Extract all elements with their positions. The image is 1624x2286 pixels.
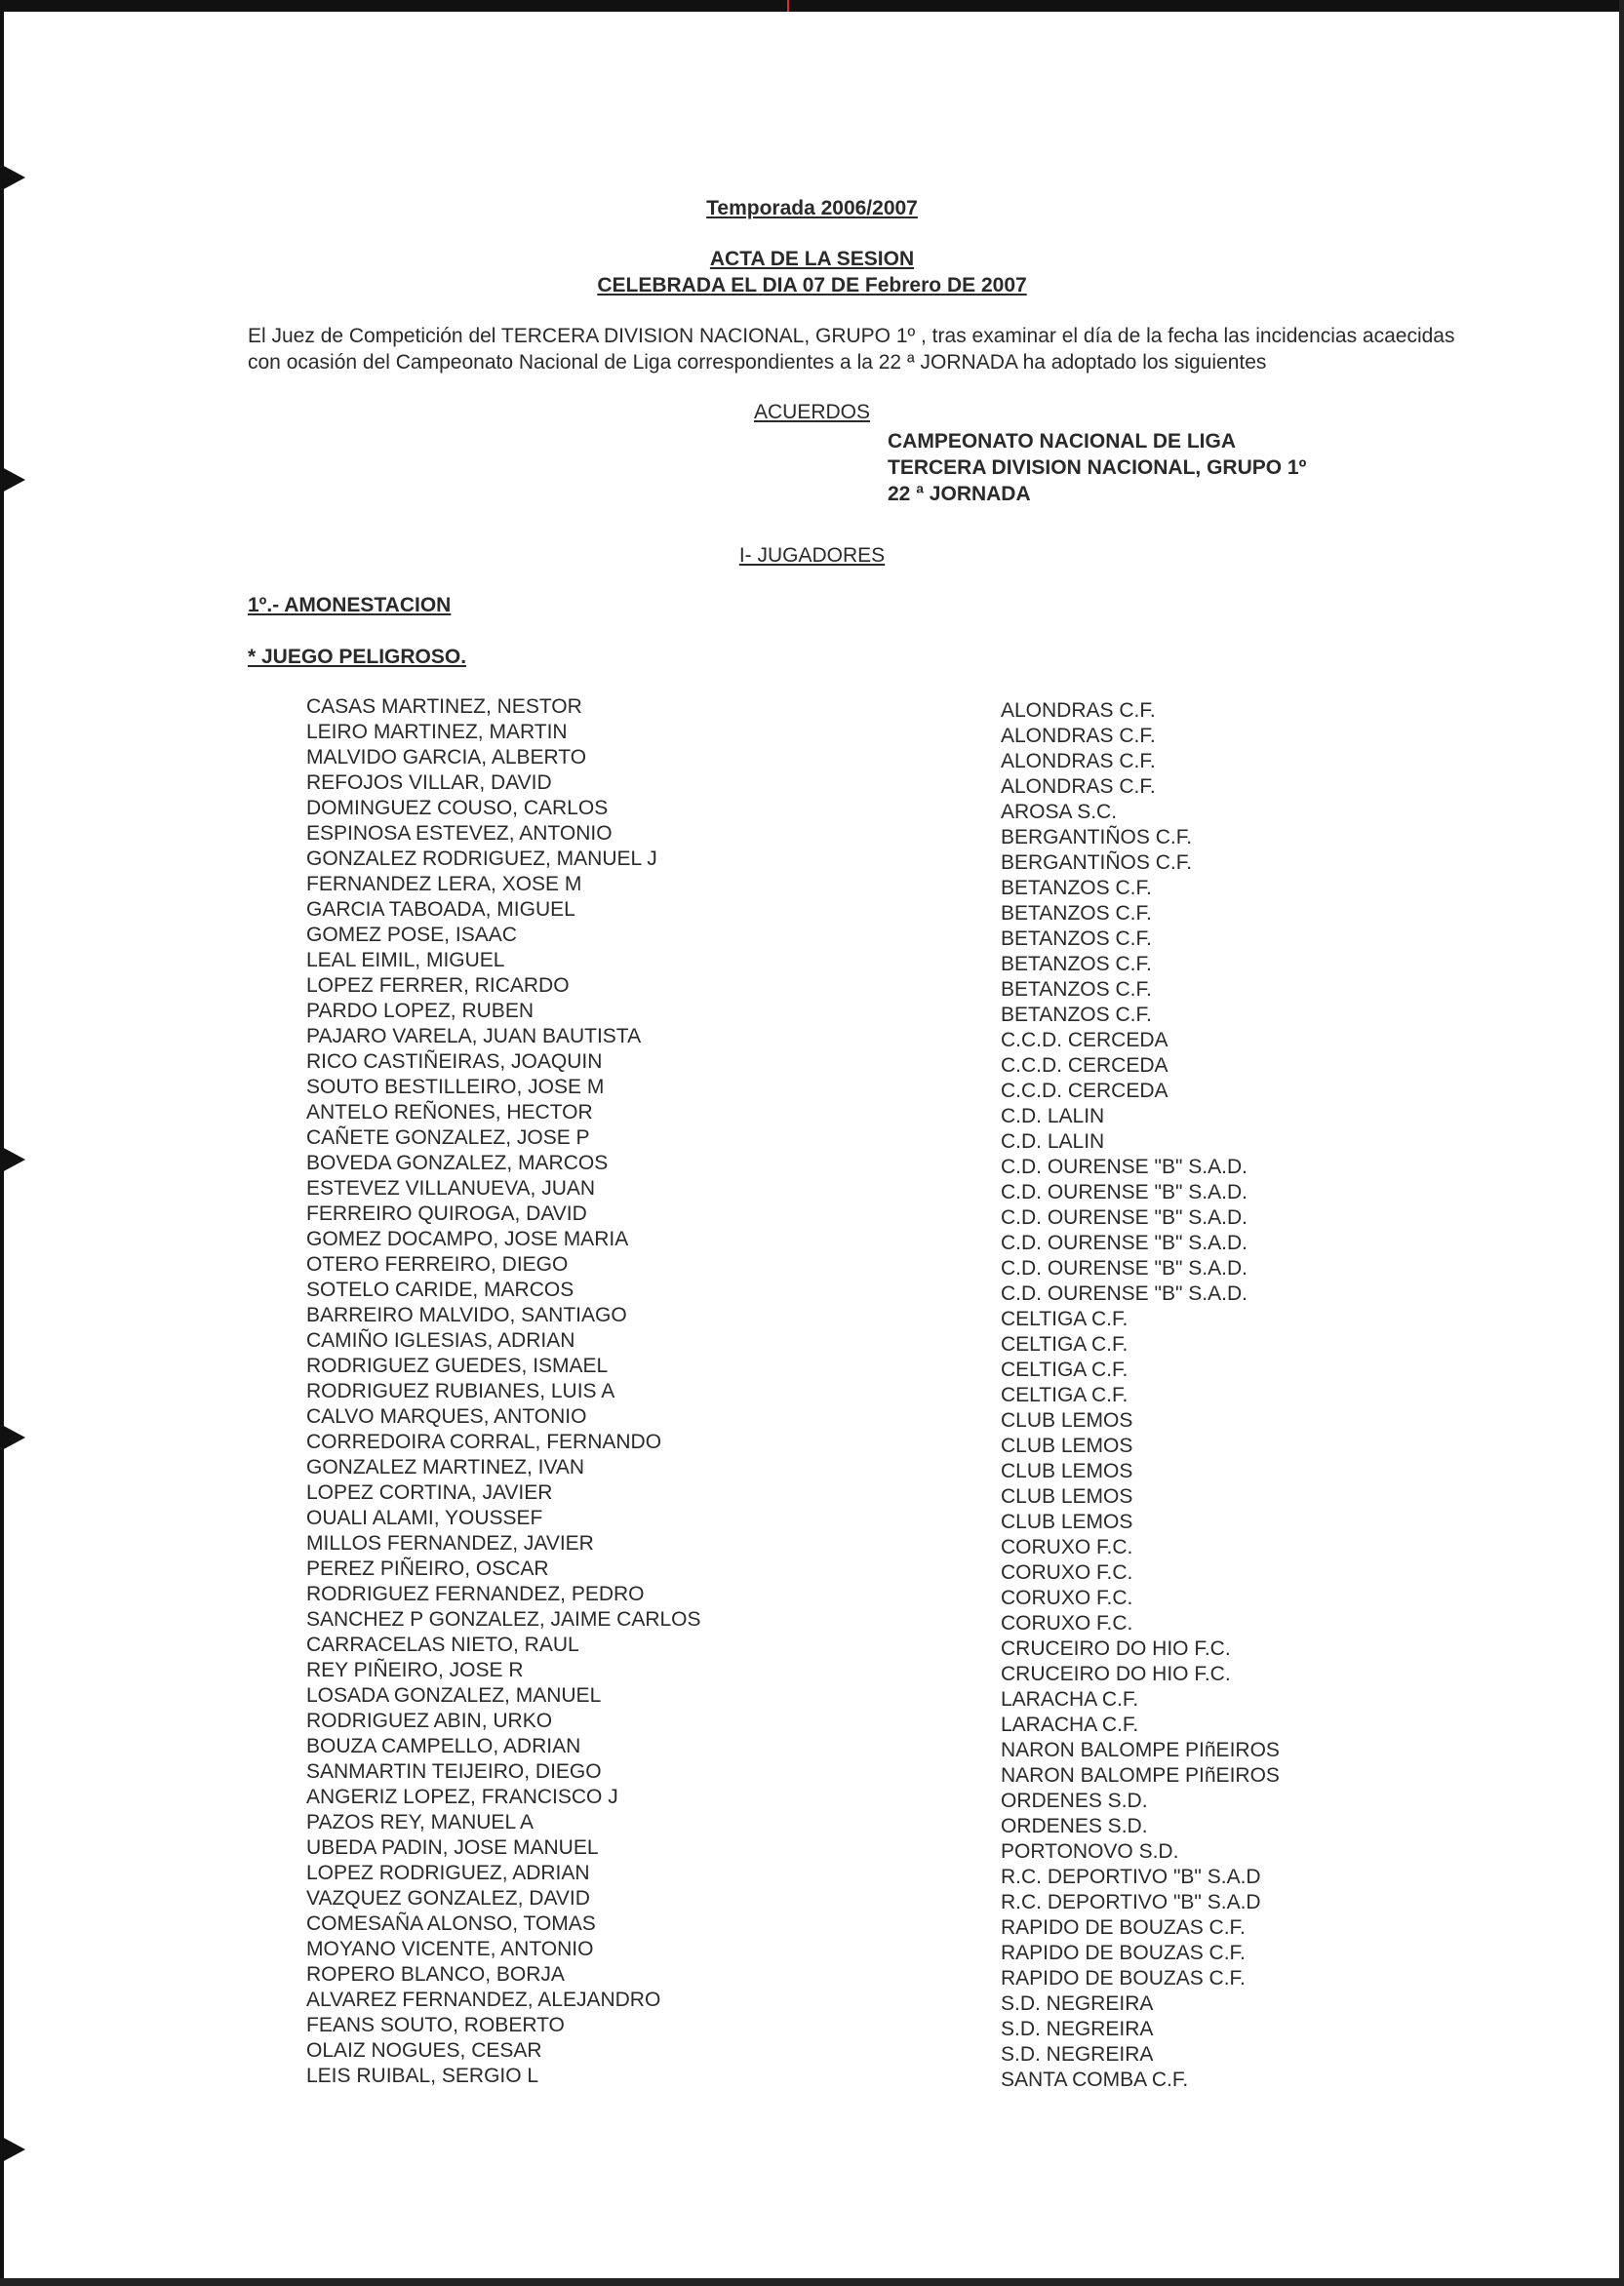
- player-name: LEAL EIMIL, MIGUEL: [306, 949, 505, 971]
- player-row: [0, 924, 1624, 949]
- player-club: BETANZOS C.F.: [1001, 1004, 1152, 1026]
- player-name: ESTEVEZ VILLANUEVA, JUAN: [306, 1177, 596, 1200]
- player-club: CELTIGA C.F.: [1001, 1384, 1129, 1406]
- player-row: [0, 1532, 1624, 1557]
- player-row: [0, 1634, 1624, 1659]
- championship-line: TERCERA DIVISION NACIONAL, GRUPO 1º: [888, 456, 1307, 479]
- player-club: LARACHA C.F.: [1001, 1688, 1139, 1711]
- scan-edge-notch: [0, 466, 25, 493]
- player-row: [0, 1380, 1624, 1405]
- player-row: [0, 1253, 1624, 1279]
- player-name: MOYANO VICENTE, ANTONIO: [306, 1938, 594, 1960]
- player-name: OTERO FERREIRO, DIEGO: [306, 1253, 569, 1276]
- player-club: C.D. LALIN: [1001, 1105, 1105, 1127]
- player-name: LOSADA GONZALEZ, MANUEL: [306, 1684, 602, 1707]
- player-name: RICO CASTIÑEIRAS, JOAQUIN: [306, 1050, 603, 1073]
- player-club: CORUXO F.C.: [1001, 1612, 1133, 1635]
- player-row: [0, 974, 1624, 1000]
- player-club: R.C. DEPORTIVO "B" S.A.D: [1001, 1891, 1261, 1913]
- player-row: [0, 1735, 1624, 1760]
- player-name: FERNANDEZ LERA, XOSE M: [306, 873, 582, 895]
- player-row: [0, 1000, 1624, 1025]
- player-name: CASAS MARTINEZ, NESTOR: [306, 695, 582, 718]
- scan-edge-notch: [0, 2136, 25, 2163]
- player-row: [0, 797, 1624, 822]
- player-name: SOUTO BESTILLEIRO, JOSE M: [306, 1076, 605, 1098]
- player-row: [0, 2014, 1624, 2039]
- player-club: ORDENES S.D.: [1001, 1790, 1148, 1812]
- player-row: [0, 2065, 1624, 2090]
- player-club: PORTONOVO S.D.: [1001, 1840, 1179, 1863]
- player-name: CAMIÑO IGLESIAS, ADRIAN: [306, 1329, 575, 1352]
- player-name: RODRIGUEZ FERNANDEZ, PEDRO: [306, 1583, 645, 1605]
- player-row: [0, 873, 1624, 898]
- scan-top-border: [0, 0, 1624, 12]
- player-row: [0, 1912, 1624, 1938]
- player-club: R.C. DEPORTIVO "B" S.A.D: [1001, 1866, 1261, 1888]
- player-club: C.D. OURENSE "B" S.A.D.: [1001, 1156, 1248, 1178]
- player-name: SANCHEZ P GONZALEZ, JAIME CARLOS: [306, 1608, 701, 1631]
- player-row: [0, 822, 1624, 847]
- player-name: MALVIDO GARCIA, ALBERTO: [306, 746, 587, 769]
- championship-block: [888, 428, 1306, 507]
- player-club: ALONDRAS C.F.: [1001, 699, 1156, 722]
- player-row: [0, 949, 1624, 974]
- player-name: RODRIGUEZ GUEDES, ISMAEL: [306, 1355, 609, 1377]
- section-heading: I- JUGADORES: [738, 544, 886, 567]
- player-row: [0, 847, 1624, 873]
- players-list: [0, 695, 1624, 2090]
- player-row: [0, 1862, 1624, 1887]
- player-club: BERGANTIÑOS C.F.: [1001, 851, 1193, 874]
- player-row: [0, 1152, 1624, 1177]
- player-row: [0, 1887, 1624, 1912]
- player-row: [0, 1608, 1624, 1634]
- player-row: [0, 721, 1624, 746]
- player-club: RAPIDO DE BOUZAS C.F.: [1001, 1967, 1246, 1990]
- player-name: SANMARTIN TEIJEIRO, DIEGO: [306, 1760, 602, 1783]
- player-club: ALONDRAS C.F.: [1001, 750, 1156, 772]
- player-name: DOMINGUEZ COUSO, CARLOS: [306, 797, 609, 819]
- player-name: FERREIRO QUIROGA, DAVID: [306, 1202, 587, 1225]
- player-name: RODRIGUEZ RUBIANES, LUIS A: [306, 1380, 615, 1402]
- scan-registration-mark: [787, 0, 789, 12]
- player-name: GONZALEZ RODRIGUEZ, MANUEL J: [306, 847, 657, 870]
- player-name: ESPINOSA ESTEVEZ, ANTONIO: [306, 822, 613, 845]
- player-club: BETANZOS C.F.: [1001, 978, 1152, 1001]
- player-name: UBEDA PADIN, JOSE MANUEL: [306, 1836, 599, 1859]
- player-club: NARON BALOMPE PIñEIROS: [1001, 1764, 1280, 1787]
- player-club: AROSA S.C.: [1001, 801, 1118, 823]
- player-name: MILLOS FERNANDEZ, JAVIER: [306, 1532, 594, 1555]
- subsection-heading: 1º.- AMONESTACION: [248, 594, 452, 616]
- player-club: RAPIDO DE BOUZAS C.F.: [1001, 1916, 1246, 1939]
- player-row: [0, 1456, 1624, 1481]
- player-row: [0, 2039, 1624, 2065]
- player-row: [0, 1202, 1624, 1228]
- player-name: BOUZA CAMPELLO, ADRIAN: [306, 1735, 581, 1757]
- player-club: CELTIGA C.F.: [1001, 1333, 1129, 1356]
- player-name: FEANS SOUTO, ROBERTO: [306, 2014, 565, 2036]
- player-name: REFOJOS VILLAR, DAVID: [306, 771, 552, 794]
- player-row: [0, 1228, 1624, 1253]
- player-row: [0, 1405, 1624, 1431]
- player-club: CORUXO F.C.: [1001, 1561, 1133, 1584]
- player-row: [0, 1126, 1624, 1152]
- player-name: LOPEZ RODRIGUEZ, ADRIAN: [306, 1862, 590, 1884]
- player-row: [0, 1836, 1624, 1862]
- player-club: S.D. NEGREIRA: [1001, 2043, 1154, 2066]
- player-club: S.D. NEGREIRA: [1001, 2018, 1154, 2040]
- player-name: LOPEZ FERRER, RICARDO: [306, 974, 570, 997]
- player-club: CORUXO F.C.: [1001, 1536, 1133, 1558]
- player-name: GONZALEZ MARTINEZ, IVAN: [306, 1456, 585, 1478]
- player-name: LEIRO MARTINEZ, MARTIN: [306, 721, 568, 743]
- player-name: CARRACELAS NIETO, RAUL: [306, 1634, 579, 1656]
- player-club: C.D. OURENSE "B" S.A.D.: [1001, 1232, 1248, 1254]
- player-row: [0, 1963, 1624, 1989]
- player-row: [0, 1786, 1624, 1811]
- player-club: RAPIDO DE BOUZAS C.F.: [1001, 1942, 1246, 1964]
- player-name: BOVEDA GONZALEZ, MARCOS: [306, 1152, 609, 1174]
- player-name: ANTELO REÑONES, HECTOR: [306, 1101, 593, 1123]
- player-row: [0, 1557, 1624, 1583]
- player-club: C.D. OURENSE "B" S.A.D.: [1001, 1206, 1248, 1229]
- player-club: SANTA COMBA C.F.: [1001, 2069, 1189, 2091]
- player-row: [0, 1710, 1624, 1735]
- player-club: C.D. OURENSE "B" S.A.D.: [1001, 1257, 1248, 1280]
- player-club: CORUXO F.C.: [1001, 1587, 1133, 1609]
- player-row: [0, 771, 1624, 797]
- player-row: [0, 1481, 1624, 1507]
- player-club: BETANZOS C.F.: [1001, 902, 1152, 925]
- player-name: ANGERIZ LOPEZ, FRANCISCO J: [306, 1786, 618, 1808]
- player-row: [0, 1355, 1624, 1380]
- player-name: BARREIRO MALVIDO, SANTIAGO: [306, 1304, 627, 1326]
- player-row: [0, 1279, 1624, 1304]
- player-club: C.D. OURENSE "B" S.A.D.: [1001, 1282, 1248, 1305]
- player-row: [0, 1938, 1624, 1963]
- player-name: GOMEZ DOCAMPO, JOSE MARIA: [306, 1228, 629, 1250]
- player-name: SOTELO CARIDE, MARCOS: [306, 1279, 574, 1301]
- player-club: C.D. OURENSE "B" S.A.D.: [1001, 1181, 1248, 1203]
- season-title: Temporada 2006/2007: [706, 197, 918, 219]
- player-row: [0, 1684, 1624, 1710]
- player-club: CLUB LEMOS: [1001, 1409, 1133, 1432]
- player-club: C.C.D. CERCEDA: [1001, 1054, 1168, 1077]
- scan-edge-notch: [0, 164, 25, 191]
- acuerdos-heading: ACUERDOS: [753, 401, 871, 423]
- player-name: OUALI ALAMI, YOUSSEF: [306, 1507, 543, 1529]
- player-club: CELTIGA C.F.: [1001, 1359, 1129, 1381]
- player-name: GOMEZ POSE, ISAAC: [306, 924, 517, 946]
- player-name: REY PIÑEIRO, JOSE R: [306, 1659, 524, 1681]
- player-club: CELTIGA C.F.: [1001, 1308, 1129, 1330]
- player-name: COMESAÑA ALONSO, TOMAS: [306, 1912, 596, 1935]
- acta-date: CELEBRADA EL DIA 07 DE Febrero DE 2007: [597, 274, 1027, 296]
- player-name: CAÑETE GONZALEZ, JOSE P: [306, 1126, 590, 1149]
- player-row: [0, 1659, 1624, 1684]
- player-club: CLUB LEMOS: [1001, 1435, 1133, 1457]
- player-row: [0, 1025, 1624, 1050]
- player-club: S.D. NEGREIRA: [1001, 1992, 1154, 2015]
- player-name: ALVAREZ FERNANDEZ, ALEJANDRO: [306, 1989, 661, 2011]
- acta-title: ACTA DE LA SESION: [709, 248, 915, 270]
- player-row: [0, 1329, 1624, 1355]
- intro-paragraph: El Juez de Competición del TERCERA DIVISION NACIONAL, GRUPO 1º , tras examinar el día de la fecha las incidencias acaecidas con ocasión del Campeonato Nacional de Liga correspondientes a la 22 ª JORNADA ha adoptado los siguientes: [248, 325, 1455, 374]
- player-club: BETANZOS C.F.: [1001, 953, 1152, 975]
- player-name: PARDO LOPEZ, RUBEN: [306, 1000, 534, 1022]
- player-club: ORDENES S.D.: [1001, 1815, 1148, 1837]
- player-row: [0, 1177, 1624, 1202]
- player-club: ALONDRAS C.F.: [1001, 775, 1156, 798]
- player-row: [0, 1760, 1624, 1786]
- player-row: [0, 695, 1624, 721]
- scan-bottom-border: [0, 2278, 1624, 2286]
- player-row: [0, 1989, 1624, 2014]
- player-club: ALONDRAS C.F.: [1001, 725, 1156, 747]
- player-name: GARCIA TABOADA, MIGUEL: [306, 898, 575, 921]
- player-name: LOPEZ CORTINA, JAVIER: [306, 1481, 553, 1504]
- player-row: [0, 746, 1624, 771]
- player-club: BETANZOS C.F.: [1001, 877, 1152, 899]
- championship-line: 22 ª JORNADA: [888, 483, 1031, 505]
- player-club: CLUB LEMOS: [1001, 1485, 1133, 1508]
- player-row: [0, 1101, 1624, 1126]
- player-club: CRUCEIRO DO HIO F.C.: [1001, 1663, 1231, 1685]
- player-name: OLAIZ NOGUES, CESAR: [306, 2039, 542, 2062]
- player-row: [0, 1050, 1624, 1076]
- player-name: RODRIGUEZ ABIN, URKO: [306, 1710, 553, 1732]
- player-club: CRUCEIRO DO HIO F.C.: [1001, 1637, 1231, 1660]
- player-row: [0, 1811, 1624, 1836]
- player-club: C.D. LALIN: [1001, 1130, 1105, 1153]
- category-heading: * JUEGO PELIGROSO.: [248, 646, 467, 668]
- player-club: C.C.D. CERCEDA: [1001, 1029, 1168, 1051]
- player-name: ROPERO BLANCO, BORJA: [306, 1963, 565, 1986]
- player-club: LARACHA C.F.: [1001, 1714, 1139, 1736]
- player-row: [0, 1583, 1624, 1608]
- player-club: C.C.D. CERCEDA: [1001, 1080, 1168, 1102]
- player-row: [0, 1507, 1624, 1532]
- player-name: CALVO MARQUES, ANTONIO: [306, 1405, 587, 1428]
- championship-line: CAMPEONATO NACIONAL DE LIGA: [888, 430, 1237, 453]
- player-name: PEREZ PIÑEIRO, OSCAR: [306, 1557, 549, 1580]
- player-club: CLUB LEMOS: [1001, 1511, 1133, 1533]
- player-row: [0, 1431, 1624, 1456]
- player-club: NARON BALOMPE PIñEIROS: [1001, 1739, 1280, 1761]
- player-club: CLUB LEMOS: [1001, 1460, 1133, 1482]
- player-name: PAJARO VARELA, JUAN BAUTISTA: [306, 1025, 642, 1047]
- player-club: BETANZOS C.F.: [1001, 927, 1152, 950]
- player-club: BERGANTIÑOS C.F.: [1001, 826, 1193, 848]
- player-row: [0, 1304, 1624, 1329]
- player-row: [0, 1076, 1624, 1101]
- player-row: [0, 898, 1624, 924]
- player-name: LEIS RUIBAL, SERGIO L: [306, 2065, 539, 2087]
- player-name: CORREDOIRA CORRAL, FERNANDO: [306, 1431, 662, 1453]
- player-name: VAZQUEZ GONZALEZ, DAVID: [306, 1887, 590, 1910]
- player-name: PAZOS REY, MANUEL A: [306, 1811, 535, 1833]
